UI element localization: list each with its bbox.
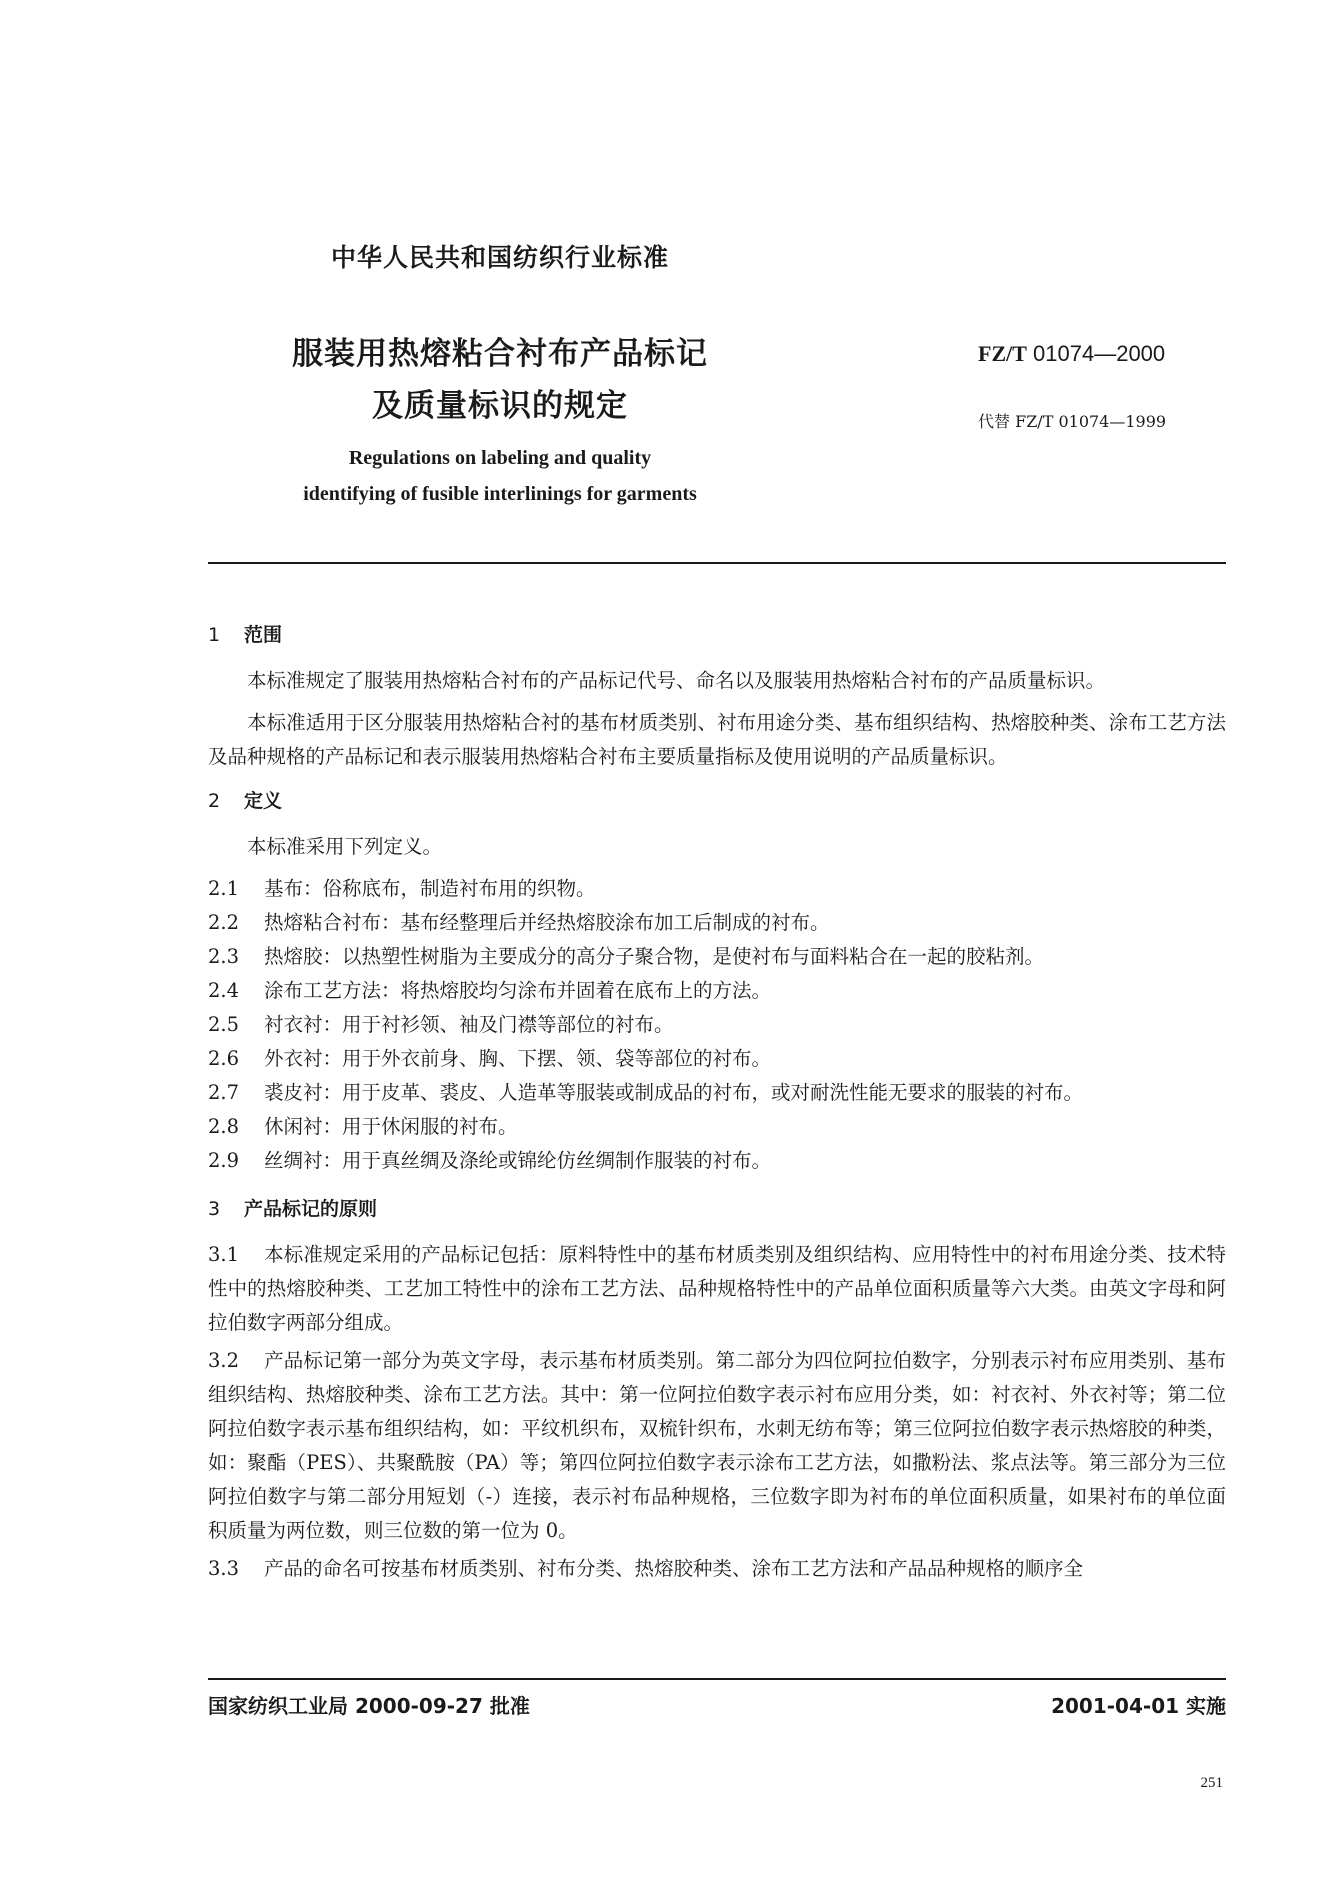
definition-item bbox=[208, 906, 1226, 940]
clause-number: 2.5 bbox=[208, 1013, 240, 1036]
page-number: 251 bbox=[1200, 1775, 1223, 1791]
definition-item bbox=[208, 872, 1226, 906]
clause-text: 产品的命名可按基布材质类别、衬布分类、热熔胶种类、涂布工艺方法和产品品种规格的顺序全 bbox=[264, 1557, 1084, 1580]
clause-number: 2.8 bbox=[208, 1115, 240, 1138]
issuing-organization: 中华人民共和国纺织行业标准 bbox=[330, 243, 669, 272]
section-1-paragraph-1: 本标准规定了服装用热熔粘合衬布的产品标记代号、命名以及服装用热熔粘合衬布的产品质量标识。 bbox=[247, 669, 1106, 692]
section-2-intro: 本标准采用下列定义。 bbox=[247, 835, 443, 858]
clause-number: 2.1 bbox=[208, 877, 240, 900]
footer-divider bbox=[208, 1678, 1226, 1680]
document-body bbox=[208, 608, 1226, 1590]
definition-item bbox=[208, 1144, 1226, 1178]
approval-date: 国家纺织工业局 2000-09-27 批准 bbox=[208, 1694, 530, 1718]
clause-text: 外衣衬：用于外衣前身、胸、下摆、领、袋等部位的衬布。 bbox=[264, 1047, 772, 1070]
section-1-heading bbox=[208, 618, 1226, 652]
section-number: 2 bbox=[208, 790, 221, 812]
english-title-line-1: Regulations on labeling and quality bbox=[348, 447, 652, 469]
clause-text: 衬衣衬：用于衬衫领、袖及门襟等部位的衬布。 bbox=[264, 1013, 674, 1036]
clause-text: 休闲衬：用于休闲服的衬布。 bbox=[264, 1115, 518, 1138]
clause-number: 3.3 bbox=[208, 1557, 240, 1580]
clause-number: 3.1 bbox=[208, 1243, 240, 1266]
clause-number: 2.6 bbox=[208, 1047, 240, 1070]
clause-text: 丝绸衬：用于真丝绸及涤纶或锦纶仿丝绸制作服装的衬布。 bbox=[264, 1149, 772, 1172]
clause-number: 2.2 bbox=[208, 911, 240, 934]
definition-item bbox=[208, 1008, 1226, 1042]
section-title: 产品标记的原则 bbox=[244, 1198, 378, 1220]
section-3-heading bbox=[208, 1192, 1226, 1226]
definition-item bbox=[208, 940, 1226, 974]
section-number: 1 bbox=[208, 624, 221, 646]
document-title-line-1: 服装用热熔粘合衬布产品标记 bbox=[292, 336, 708, 372]
section-title: 定义 bbox=[244, 790, 283, 812]
clause-block bbox=[208, 1238, 1226, 1340]
clause-number: 2.7 bbox=[208, 1081, 240, 1104]
section-number: 3 bbox=[208, 1198, 221, 1220]
clause-number: 2.4 bbox=[208, 979, 240, 1002]
definition-item bbox=[208, 1110, 1226, 1144]
standard-number-prefix: FZ/T bbox=[978, 341, 1027, 366]
definition-item bbox=[208, 974, 1226, 1008]
definition-item bbox=[208, 1076, 1226, 1110]
header-divider bbox=[208, 562, 1226, 564]
clause-block bbox=[208, 1344, 1226, 1548]
document-title-line-2: 及质量标识的规定 bbox=[372, 388, 628, 424]
section-2-heading bbox=[208, 784, 1226, 818]
clause-block bbox=[208, 1552, 1226, 1586]
standard-number bbox=[978, 341, 1165, 367]
effective-date: 2001-04-01 实施 bbox=[1051, 1694, 1226, 1718]
clause-number: 2.9 bbox=[208, 1149, 240, 1172]
clause-text: 产品标记第一部分为英文字母，表示基布材质类别。第二部分为四位阿拉伯数字，分别表示衬布应用类别、基布组织结构、热熔胶种类、涂布工艺方法。其中：第一位阿拉伯数字表示衬布应用分类，如：衬衣衬、外衣衬等；第二位阿拉伯数字表示基布组织结构，如：平纹机织布，双梳针织布，水刺无纺布等；第三位阿拉伯数字表示热熔胶的种类，如：聚酯（PES）、共聚酰胺（PA）等；第四位阿拉伯数字表示涂布工艺方法，如撒粉法、浆点法等。第三部分为三位阿拉伯数字与第二部分用短划（-）连接，表示衬布品种规格，三位数字即为衬布的单位面积质量，如果衬布的单位面积质量为两位数，则三位数的第一位为 0。 bbox=[208, 1349, 1226, 1542]
standard-number-value: 01074—2000 bbox=[1033, 341, 1166, 366]
clause-text: 本标准规定采用的产品标记包括：原料特性中的基布材质类别及组织结构、应用特性中的衬布用途分类、技术特性中的热熔胶种类、工艺加工特性中的涂布工艺方法、品种规格特性中的产品单位面积质量等六大类。由英文字母和阿拉伯数字两部分组成。 bbox=[208, 1243, 1226, 1334]
section-1-paragraph-2: 本标准适用于区分服装用热熔粘合衬的基布材质类别、衬布用途分类、基布组织结构、热熔胶种类、涂布工艺方法及品种规格的产品标记和表示服装用热熔粘合衬布主要质量指标及使用说明的产品质量标识。 bbox=[208, 711, 1226, 768]
definition-item bbox=[208, 1042, 1226, 1076]
english-title-line-2: identifying of fusible interlinings for garments bbox=[303, 483, 697, 505]
clause-text: 热熔粘合衬布：基布经整理后并经热熔胶涂布加工后制成的衬布。 bbox=[264, 911, 830, 934]
replaces-standard: 代替 FZ/T 01074—1999 bbox=[978, 412, 1167, 431]
clause-number: 2.3 bbox=[208, 945, 240, 968]
clause-text: 热熔胶：以热塑性树脂为主要成分的高分子聚合物，是使衬布与面料粘合在一起的胶粘剂。 bbox=[264, 945, 1045, 968]
section-title: 范围 bbox=[244, 624, 283, 646]
clause-text: 基布：俗称底布，制造衬布用的织物。 bbox=[264, 877, 596, 900]
clause-number: 3.2 bbox=[208, 1349, 240, 1372]
clause-text: 涂布工艺方法：将热熔胶均匀涂布并固着在底布上的方法。 bbox=[264, 979, 772, 1002]
clause-text: 裘皮衬：用于皮革、裘皮、人造革等服装或制成品的衬布，或对耐洗性能无要求的服装的衬布。 bbox=[264, 1081, 1084, 1104]
